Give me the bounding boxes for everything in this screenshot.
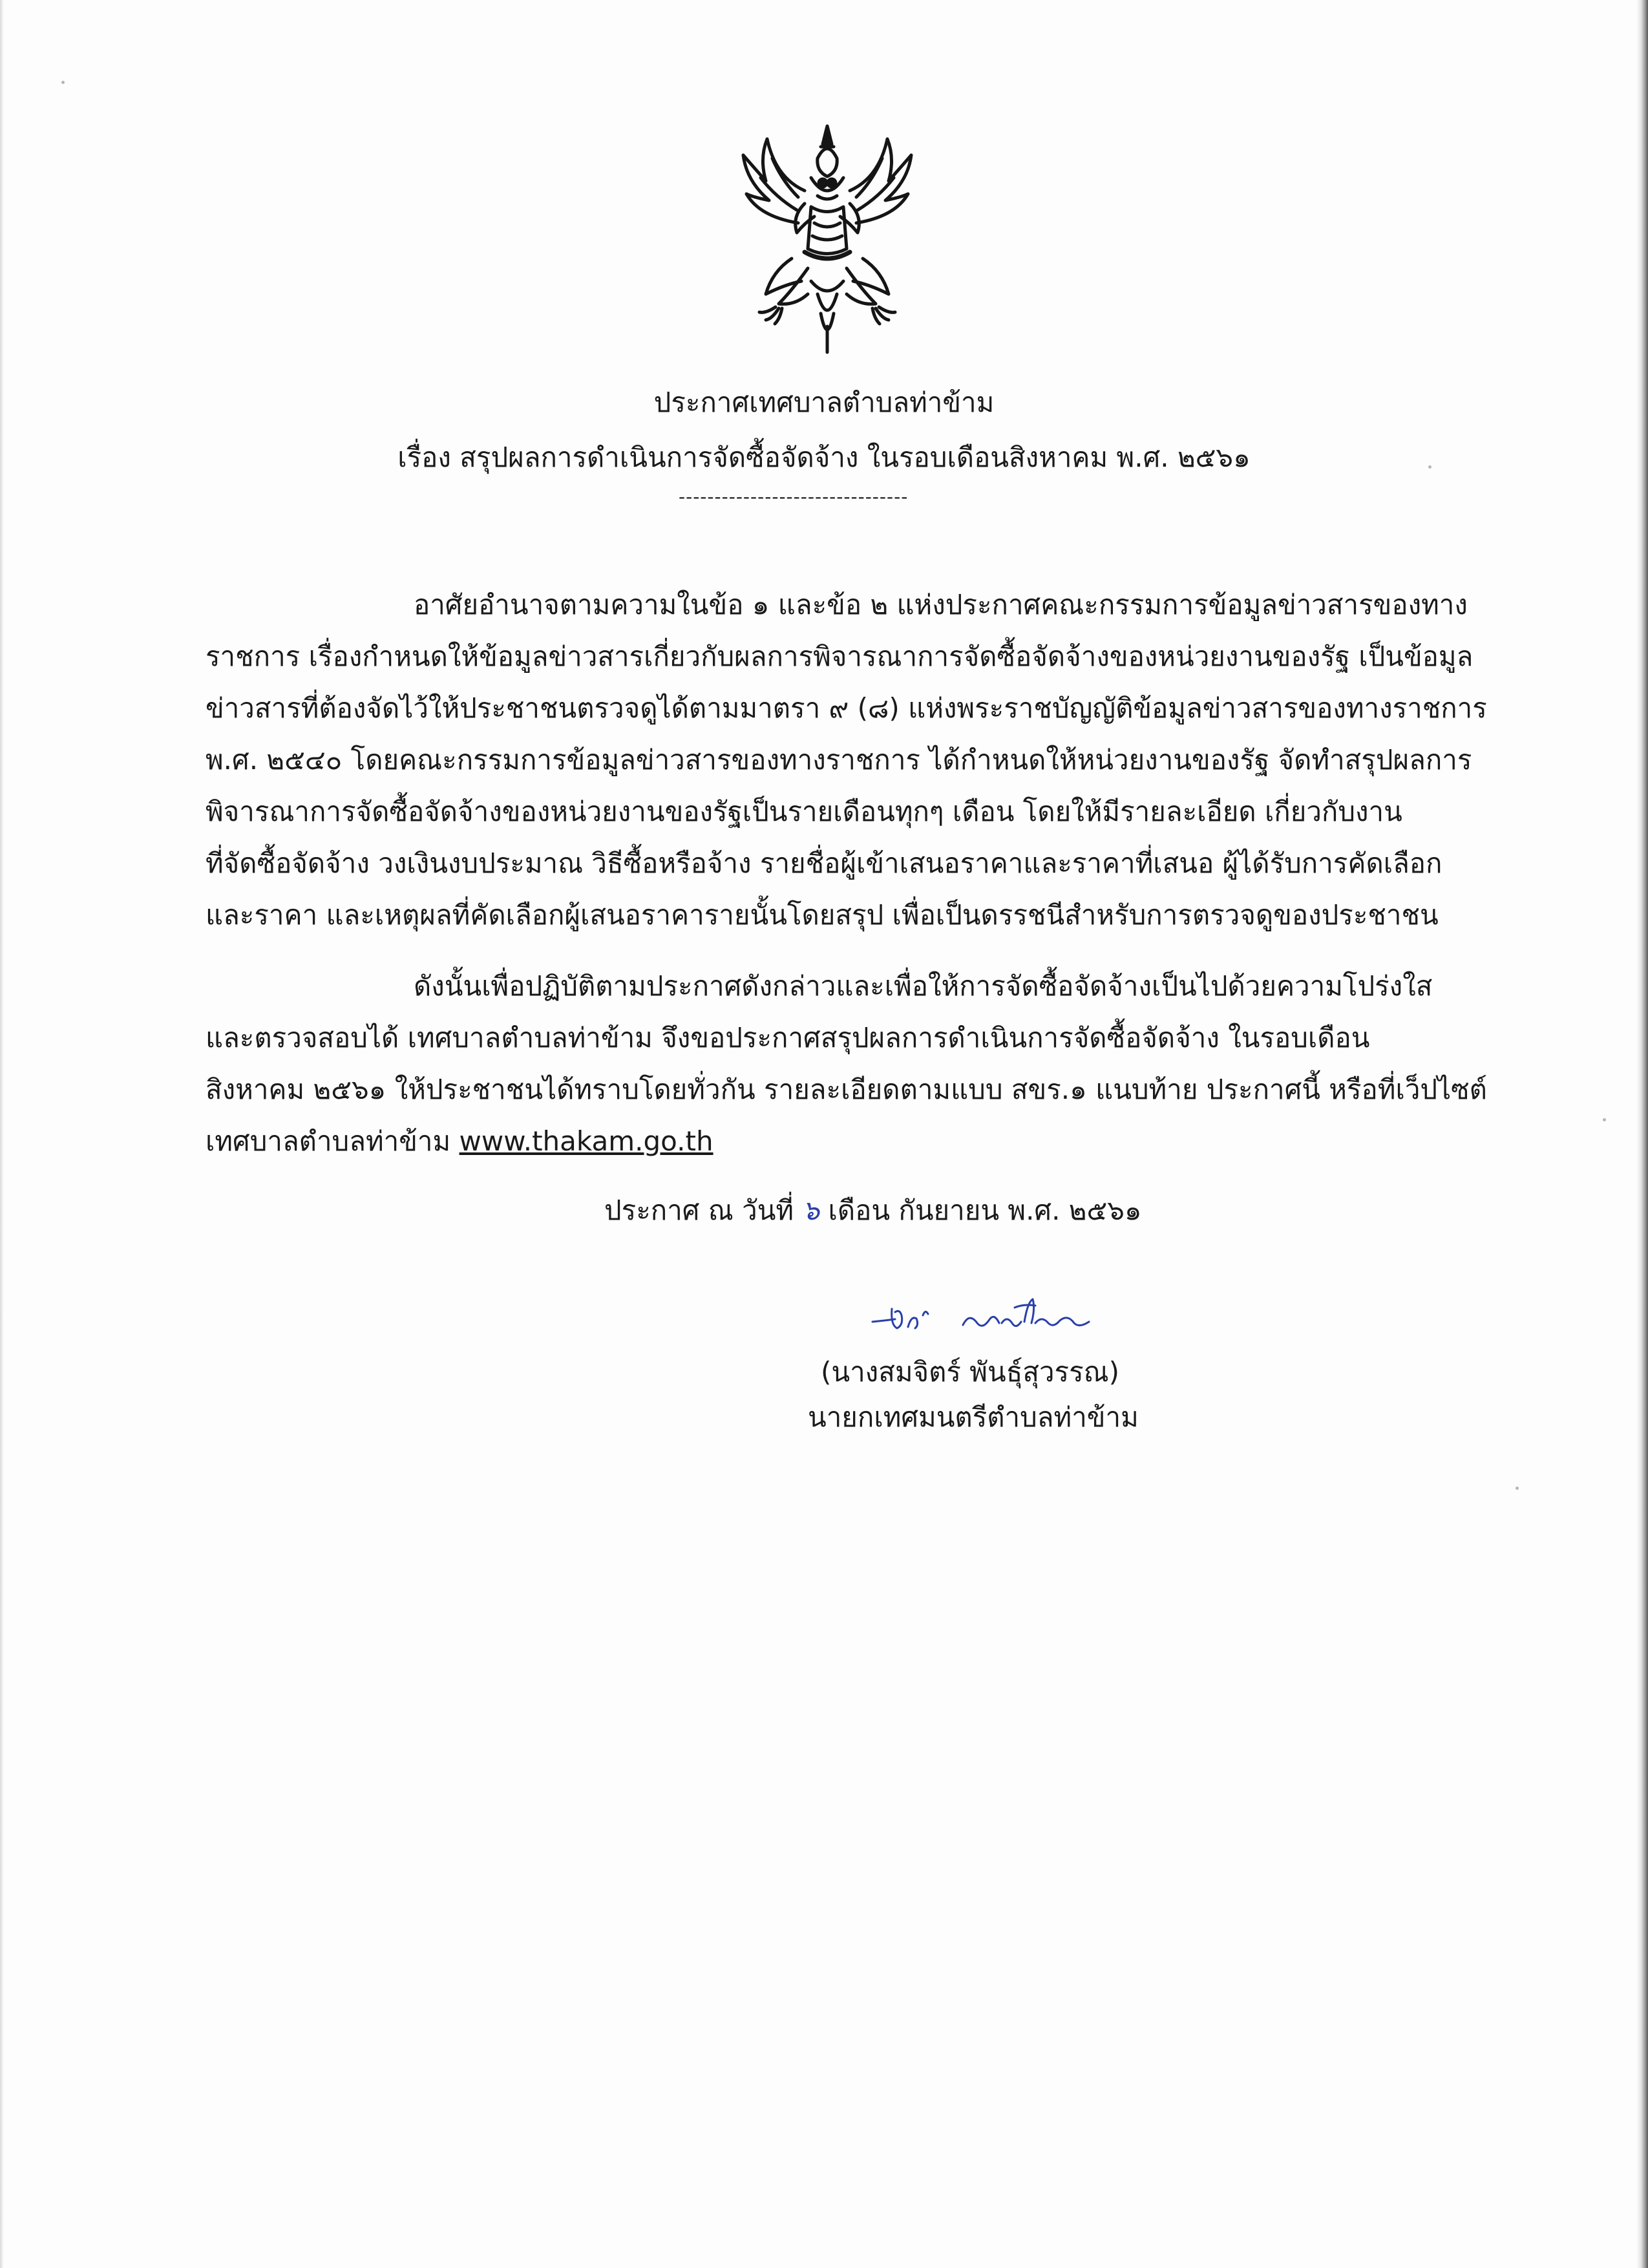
- signatory-position: นายกเทศมนตรีตำบลท่าข้าม: [808, 1401, 1139, 1433]
- paragraph1-line: และราคา และเหตุผลที่คัดเลือกผู้เสนอราคารายนั้นโดยสรุป เพื่อเป็นดรรชนีสำหรับการตรวจดูของประชาชน: [206, 899, 1439, 931]
- paragraph2-last-line-text: เทศบาลตำบลท่าข้าม: [206, 1125, 460, 1157]
- date-suffix: เดือน กันยายน พ.ศ. ๒๕๖๑: [819, 1194, 1142, 1226]
- garuda-emblem: [721, 120, 934, 359]
- announcement-subject: เรื่อง สรุปผลการดำเนินการจัดซื้อจัดจ้าง ในรอบเดือนสิงหาคม พ.ศ. ๒๕๖๑: [397, 441, 1251, 473]
- scan-speck: [1603, 1118, 1606, 1121]
- handwritten-signature: [866, 1289, 1125, 1348]
- paragraph1-line: ราชการ เรื่องกำหนดให้ข้อมูลข่าวสารเกี่ยวกับผลการพิจารณาการจัดซื้อจัดจ้างของหน่วยงานของรัฐ เป็นข้อมูล: [206, 641, 1474, 672]
- scan-edge-left: [0, 0, 4, 2268]
- paragraph1-line: ที่จัดซื้อจัดจ้าง วงเงินงบประมาณ วิธีซื้อหรือจ้าง รายชื่อผู้เข้าเสนอราคาและราคาที่เสนอ ผู้ได้รับการคัดเลือก: [206, 847, 1442, 879]
- announcement-date: [604, 1189, 1142, 1232]
- scan-edge-right: [1636, 0, 1648, 2268]
- paragraph1-line: พิจารณาการจัดซื้อจัดจ้างของหน่วยงานของรัฐเป็นรายเดือนทุกๆ เดือน โดยให้มีรายละเอียด เกี่ยวกับงาน: [206, 796, 1402, 827]
- paragraph2-line: สิงหาคม ๒๕๖๑ ให้ประชาชนได้ทราบโดยทั่วกัน รายละเอียดตามแบบ สขร.๑ แนบท้าย ประกาศนี้ หรือที่เว็ปไซต์: [206, 1074, 1487, 1105]
- website-link[interactable]: www.thakam.go.th: [459, 1125, 713, 1157]
- paragraph2-line: ดังนั้นเพื่อปฏิบัติตามประกาศดังกล่าวและเพื่อให้การจัดซื้อจัดจ้างเป็นไปด้วยความโปร่งใส: [414, 970, 1433, 1002]
- announcement-title: ประกาศเทศบาลตำบลท่าข้าม: [653, 387, 995, 418]
- paragraph2-line: และตรวจสอบได้ เทศบาลตำบลท่าข้าม จึงขอประกาศสรุปผลการดำเนินการจัดซื้อจัดจ้าง ในรอบเดือน: [206, 1022, 1370, 1054]
- paragraph1-line: พ.ศ. ๒๕๔๐ โดยคณะกรรมการข้อมูลข่าวสารของทางราชการ ได้กำหนดให้หน่วยงานของรัฐ จัดทำสรุปผลการ: [206, 744, 1472, 776]
- scan-speck: [1428, 465, 1431, 469]
- signatory-name: (นางสมจิตร์ พันธุ์สุวรรณ): [821, 1356, 1120, 1388]
- paragraph1-line: ข่าวสารที่ต้องจัดไว้ให้ประชาชนตรวจดูได้ตามมาตรา ๙ (๘) แห่งพระราชบัญญัติข้อมูลข่าวสารของทางราชการ: [206, 692, 1487, 724]
- date-day: ๖: [802, 1194, 820, 1226]
- scan-speck: [61, 81, 65, 84]
- title-separator: --------------------------------: [679, 486, 909, 507]
- scan-speck: [1516, 1487, 1519, 1490]
- paragraph1-line: อาศัยอำนาจตามความในข้อ ๑ และข้อ ๒ แห่งประกาศคณะกรรมการข้อมูลข่าวสารของทาง: [414, 589, 1468, 620]
- date-prefix: ประกาศ ณ วันที่: [604, 1194, 803, 1226]
- paragraph2-last-line: [206, 1125, 713, 1157]
